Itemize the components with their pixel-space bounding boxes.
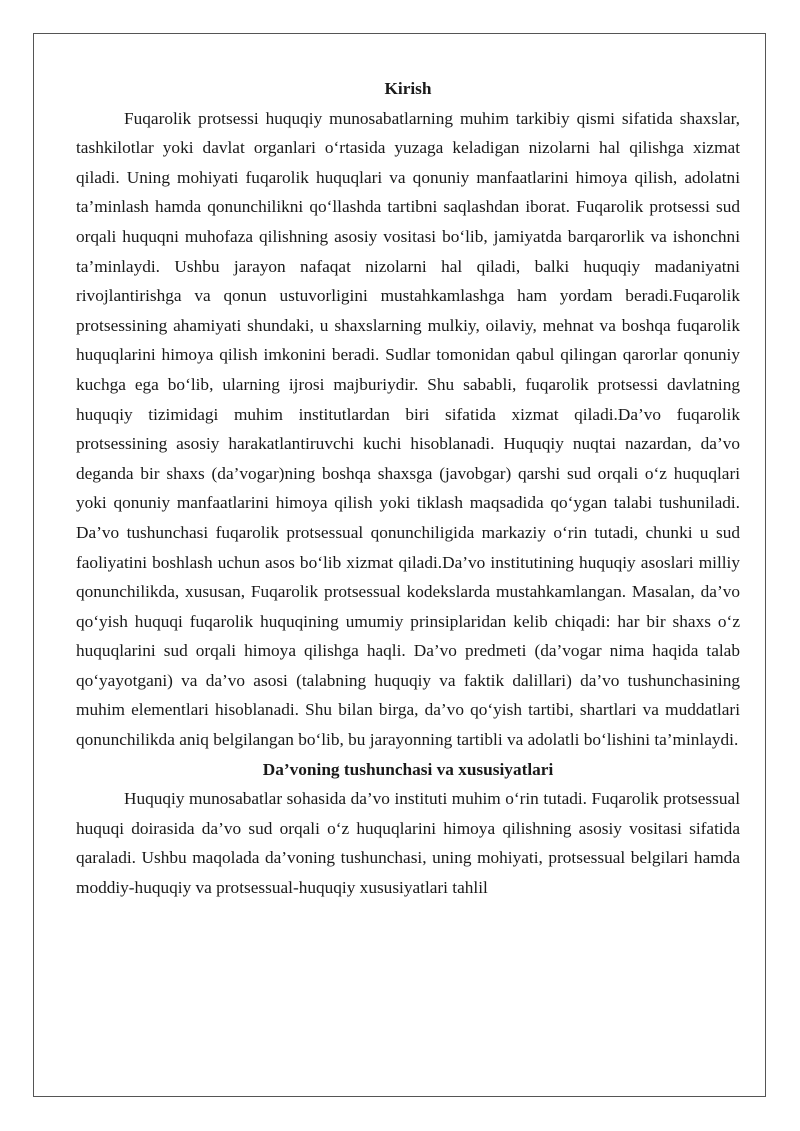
introduction-paragraph: Fuqarolik protsessi huquqiy munosabatlarning muhim tarkibiy qismi sifatida shaxslar, tashkilotlar yoki davlat organlari o‘rtasida yuzaga keladigan nizolarni hal qilishga xizmat qiladi. Uning mohiyati fuqarolik huquqlari va qonuniy manfaatlarini himoya qilish, adolatni ta’minlash hamda qonunchilikni qo‘llashda tartibni saqlashdan iborat. Fuqarolik protsessi sud orqali huquqni muhofaza qilishning asosiy vositasi bo‘lib, jamiyatda barqarorlik va ishonchni ta’minlaydi. Ushbu jarayon nafaqat nizolarni hal qiladi, balki huquqiy madaniyatni rivojlantirishga va qonun ustuvorligini mustahkamlashga ham yordam beradi.Fuqarolik protsessining ahamiyati shundaki, u shaxslarning mulkiy, oilaviy, mehnat va boshqa fuqarolik huquqlarini himoya qilish imkonini beradi. Sudlar tomonidan qabul qilingan qarorlar qonuniy kuchga ega bo‘lib, ularning ijrosi majburiydir. Shu sababli, fuqarolik protsessi davlatning huquqiy tizimidagi muhim institutlardan biri sifatida xizmat qiladi.Da’vo fuqarolik protsessining asosiy harakatlantiruvchi kuchi hisoblanadi. Huquqiy nuqtai nazardan, da’vo deganda bir shaxs (da’vogar)ning boshqa shaxsga (javobgar) qarshi sud orqali o‘z huquqlari yoki qonuniy manfaatlarini himoya qilish yoki tiklash maqsadida qo‘ygan talabi tushuniladi. Da’vo tushunchasi fuqarolik protsessual qonunchiligida markaziy o‘rin tutadi, chunki u sud faoliyatini boshlash uchun asos bo‘lib xizmat qiladi.Da’vo institutining huquqiy asoslari milliy qonunchilikda, xususan, Fuqarolik protsessual kodekslarda mustahkamlangan. Masalan, da’vo qo‘yish huquqi fuqarolik huquqining umumiy prinsiplaridan kelib chiqadi: har bir shaxs o‘z huquqlarini sud orqali himoya qilishga haqli. Da’vo predmeti (da’vogar nima haqida talab qo‘yayotgani) va da’vo asosi (talabning huquqiy va faktik dalillari) da’vo tushunchasining muhim elementlari hisoblanadi. Shu bilan birga, da’vo qo‘yish tartibi, shartlari va muddatlari qonunchilikda aniq belgilangan bo‘lib, bu jarayonning tartibli va adolatli bo‘lishini ta’minlaydi. <box>76 108 740 750</box>
section-heading-introduction: Kirish <box>384 79 432 98</box>
document-body <box>76 74 740 903</box>
claim-concept-paragraph: Huquqiy munosabatlar sohasida da’vo instituti muhim o‘rin tutadi. Fuqarolik protsessual huquqi doirasida da’vo sud orqali o‘z huquqlarini himoya qilishning asosiy vositasi sifatida qaraladi. Ushbu maqolada da’voning tushunchasi, uning mohiyati, protsessual belgilari hamda moddiy-huquqiy va protsessual-huquqiy xususiyatlari tahlil <box>76 789 740 898</box>
section-heading-claim-concept: Da’voning tushunchasi va xususiyatlari <box>262 759 554 779</box>
